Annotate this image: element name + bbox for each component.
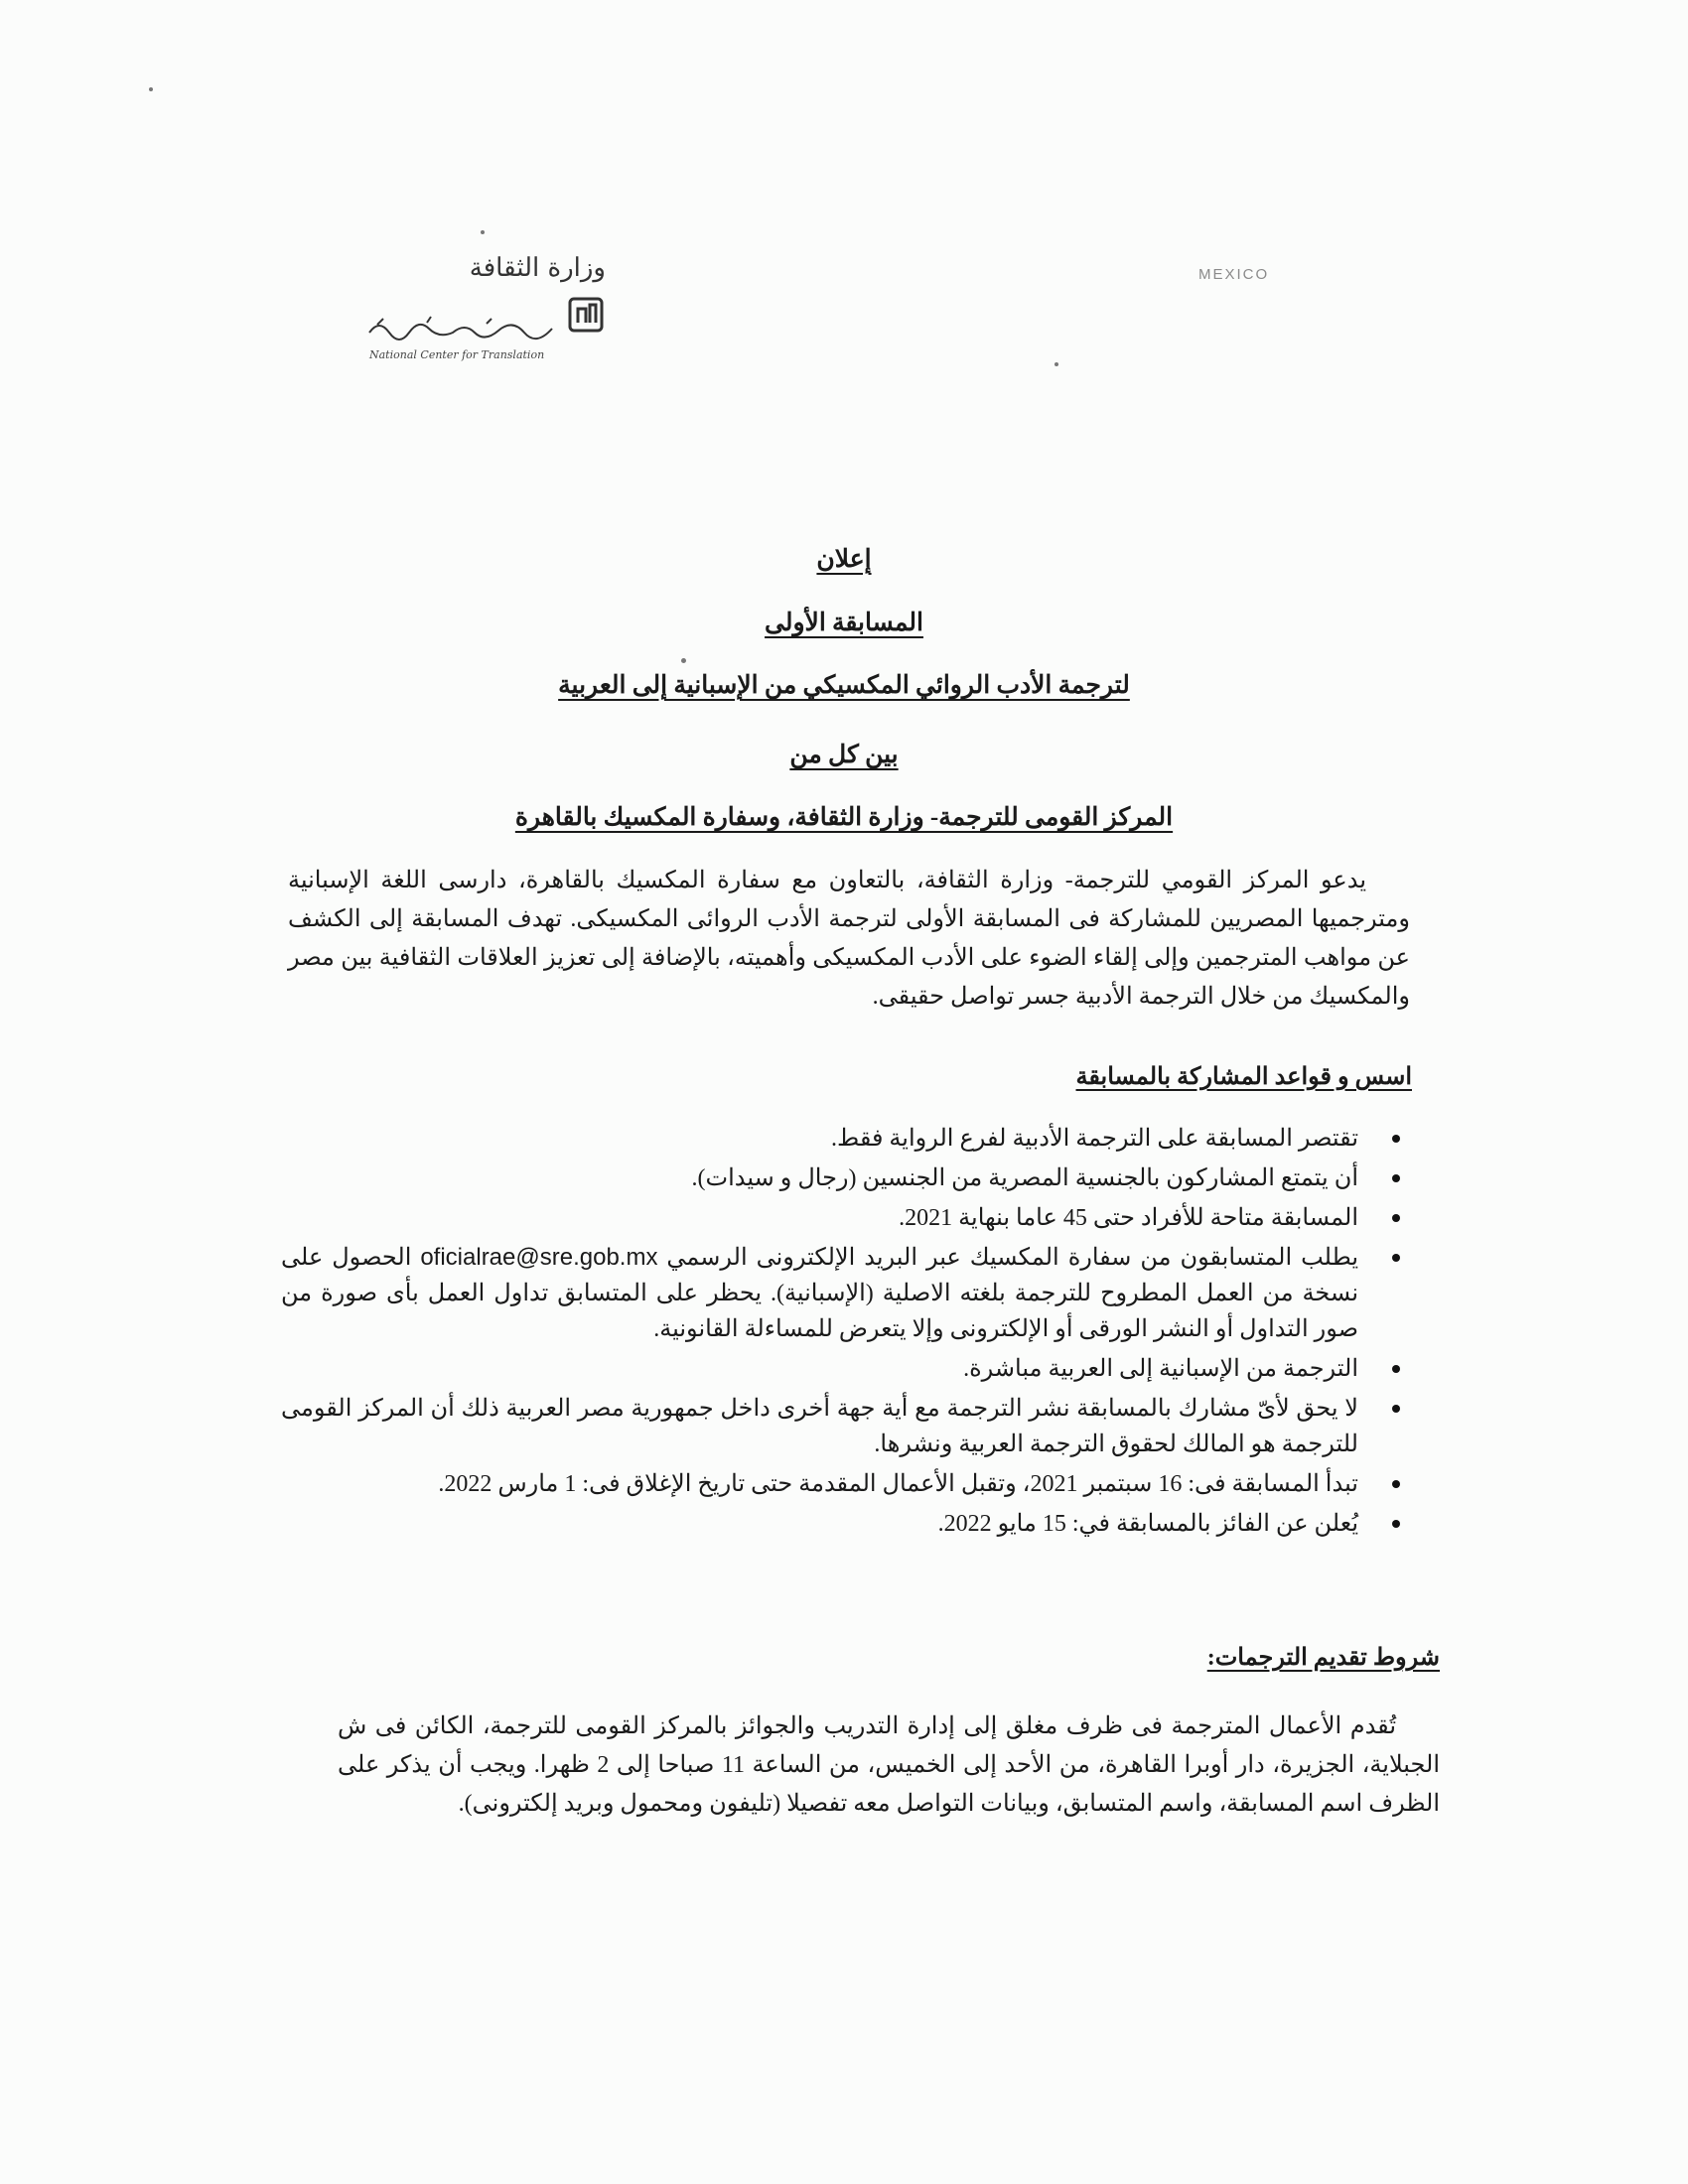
center-english-name: National Center for Translation: [369, 348, 545, 361]
organizing-parties: المركز القومى للترجمة- وزارة الثقافة، وسفارة المكسيك بالقاهرة: [514, 804, 1174, 831]
scan-speck: [149, 87, 153, 91]
ministry-letterhead: [367, 253, 606, 382]
rules-list: [281, 1121, 1410, 1546]
competition-title: المسابقة الأولى: [765, 610, 923, 636]
list-item: المسابقة متاحة للأفراد حتى 45 عاما بنهاية 2021.: [281, 1200, 1358, 1236]
mexico-stamp: MEXICO: [1198, 266, 1270, 283]
translation-center-logo-icon: [566, 295, 606, 335]
intro-text: يدعو المركز القومي للترجمة- وزارة الثقافة، بالتعاون مع سفارة المكسيك بالقاهرة، دارسى اللغة الإسبانية ومترجميها المصريين للمشاركة فى المسابقة الأولى لترجمة الأدب الروائى المكسيكى. تهدف المسابقة إلى الكشف عن مواهب المترجمين وإلى إلقاء الضوء على الأدب المكسيكى وأهميته، بالإضافة إلى تعزيز العلاقات الثقافية بين مصر والمكسيك من خلال الترجمة الأدبية جسر تواصل حقيقى.: [288, 868, 1410, 1010]
list-item: لا يحق لأىّ مشارك بالمسابقة نشر الترجمة مع أية جهة أخرى داخل جمهورية مصر العربية ذلك أن المركز القومى للترجمة هو المالك لحقوق الترجمة العربية ونشرها.: [281, 1391, 1358, 1462]
scan-speck: [1055, 362, 1058, 366]
announcement-label: إعلان: [816, 546, 872, 573]
rules-section-title: اسس و قواعد المشاركة بالمسابقة: [1075, 1064, 1412, 1090]
submission-paragraph: [338, 1707, 1440, 1824]
list-item: تقتصر المسابقة على الترجمة الأدبية لفرع الرواية فقط.: [281, 1121, 1358, 1157]
intro-paragraph: [288, 862, 1410, 1017]
list-item: تبدأ المسابقة فى: 16 سبتمبر 2021، وتقبل الأعمال المقدمة حتى تاريخ الإغلاق فى: 1 مارس 2022.: [281, 1466, 1358, 1502]
submission-text: تُقدم الأعمال المترجمة فى ظرف مغلق إلى إدارة التدريب والجوائز بالمركز القومى للترجمة، الكائن فى ش الجبلاية، الجزيرة، دار أوبرا القاهرة، من الأحد إلى الخميس، من الساعة 11 صباحا إلى 2 ظهرا. ويجب أن يذكر على الظرف اسم المسابقة، واسم المتسابق، وبيانات التواصل معه تفصيلا (تليفون ومحمول وبريد إلكترونى).: [338, 1713, 1441, 1817]
rule-4-lead: يطلب المتسابقون من سفارة المكسيك عبر البريد الإلكترونى الرسمي: [666, 1245, 1358, 1271]
list-item: الترجمة من الإسبانية إلى العربية مباشرة.: [281, 1351, 1358, 1387]
scan-speck: [481, 230, 485, 234]
scan-speck: [681, 658, 686, 663]
list-item: [281, 1240, 1358, 1347]
official-email: oficialrae@sre.gob.mx: [420, 1244, 658, 1271]
submission-section-title: شروط تقديم الترجمات:: [1206, 1645, 1440, 1671]
between-label: بين كل من: [789, 742, 899, 768]
center-arabic-script-logo-icon: [367, 315, 556, 341]
list-item: يُعلن عن الفائز بالمسابقة في: 15 مايو 2022.: [281, 1506, 1358, 1542]
ministry-name: وزارة الثقافة: [469, 253, 606, 283]
competition-subject: لترجمة الأدب الروائي المكسيكي من الإسبانية إلى العربية: [558, 672, 1130, 699]
list-item: أن يتمتع المشاركون بالجنسية المصرية من الجنسين (رجال و سيدات).: [281, 1160, 1358, 1196]
rule-4-rest: الحصول على نسخة من العمل المطروح للترجمة بلغته الاصلية (الإسبانية). يحظر على المتسابق تداول العمل بأى صورة من صور التداول أو النشر الورقى أو الإلكترونى وإلا يتعرض للمساءلة القانونية.: [281, 1245, 1358, 1342]
